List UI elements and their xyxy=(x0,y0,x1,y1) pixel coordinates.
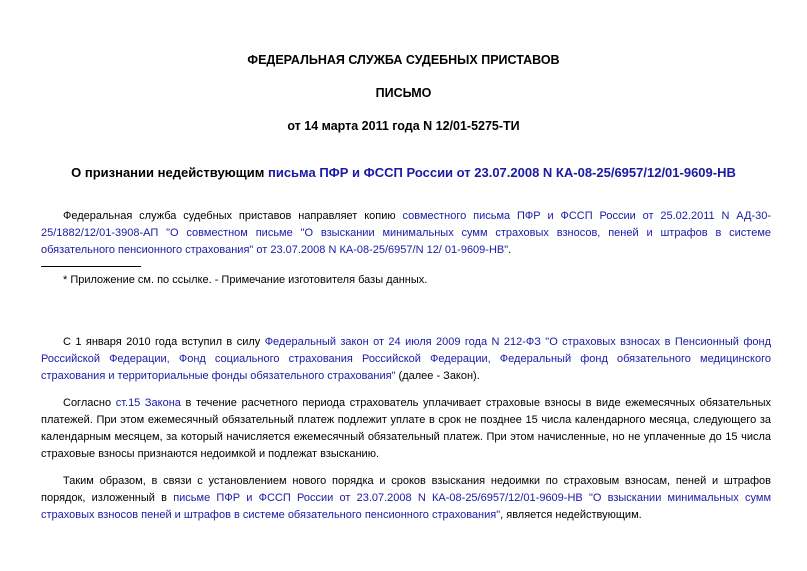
p1-text-end: . xyxy=(508,244,512,256)
p2-text-end: (далее - Закон). xyxy=(395,370,480,382)
footnote-divider xyxy=(41,266,141,267)
document-subject xyxy=(0,165,807,180)
subject-prefix: О признании недействующим xyxy=(71,165,265,180)
p2-law-link[interactable]: Федеральный закон от 24 июля 2009 года N 212-ФЗ "О страховых взносах в Пенсионный фонд Российской Федерации, Фонд социального страхования Российской Федерации, Федеральный фонд обязательного медицинского страхования и территориальные фонды обязательного страхования" xyxy=(41,336,771,382)
p4-text-start: Таким образом, в связи с установлением нового порядка и сроков взыскания недоимки по страховым взносам, пеней и штрафов порядок, изложенный в xyxy=(41,475,771,504)
p3-article-link[interactable]: ст.15 Закона xyxy=(115,397,181,409)
p1-text-start: Федеральная служба судебных приставов направляет копию xyxy=(63,210,396,222)
paragraph-4 xyxy=(41,473,771,524)
p2-text-start: С 1 января 2010 года вступил в силу xyxy=(63,336,261,348)
p4-letter-link[interactable]: письме ПФР и ФССП России от 23.07.2008 N КА-08-25/6957/12/01-9609-НВ "О взыскании минимальных сумм страховых взносов пеней и штрафов в системе обязательного пенсионного страхования" xyxy=(41,492,772,521)
paragraph-3 xyxy=(41,395,771,463)
p3-text-start: Согласно xyxy=(63,397,112,409)
paragraph-1 xyxy=(41,208,771,259)
paragraph-2 xyxy=(41,334,771,385)
document-date-number: от 14 марта 2011 года N 12/01-5275-ТИ xyxy=(287,119,520,133)
p3-text-end: в течение расчетного периода страхователь уплачивает страховые взносы в виде ежемесячных обязательных платежей. При этом ежемесячный обязательный платеж подлежит уплате в срок не позднее 15 числа календарного месяца, следующего за календарным месяцем, за который начисляется ежемесячный обязательный платеж. При этом начисленные, но не уплаченные до 15 числа страховые взносы признаются недоимкой и подлежат взысканию. xyxy=(41,397,771,460)
agency-title: ФЕДЕРАЛЬНАЯ СЛУЖБА СУДЕБНЫХ ПРИСТАВОВ xyxy=(247,53,560,67)
subject-link[interactable]: письма ПФР и ФССП России от 23.07.2008 N КА-08-25/6957/12/01-9609-НВ xyxy=(267,165,736,180)
p4-text-end: , является недействующим. xyxy=(500,509,642,521)
footnote: * Приложение см. по ссылке. - Примечание изготовителя базы данных. xyxy=(63,274,428,286)
p1-letter-link[interactable]: совместного письма ПФР и ФССП России от 25.02.2011 N АД-30-25/1882/12/01-3908-АП "О совместном письме "О взыскании минимальных сумм страховых взносов, пеней и штрафов в системе обязательного пенсионного страхования" от 23.07.2008 N КА-08-25/6957/N 12/ 01-9609-НВ" xyxy=(41,210,772,256)
document-type: ПИСЬМО xyxy=(375,86,432,100)
